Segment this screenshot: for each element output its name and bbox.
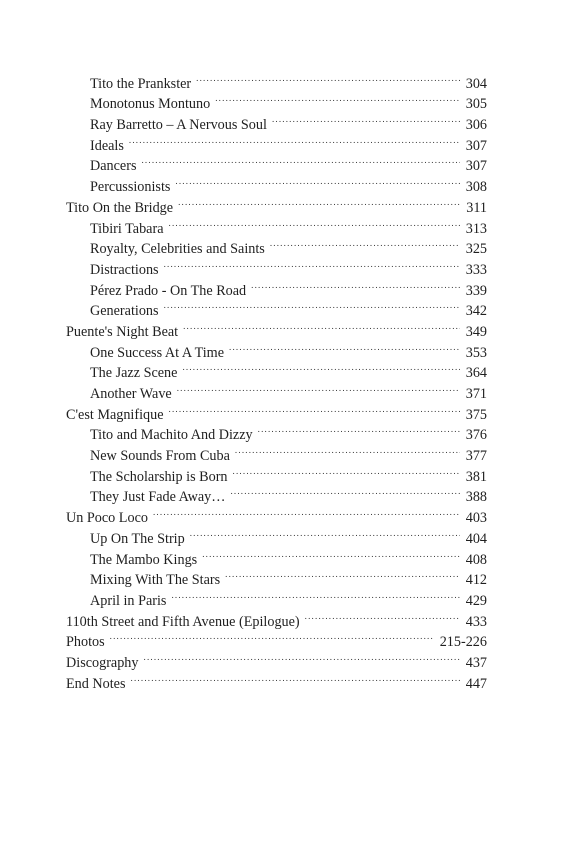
toc-entry-page: 308 [465, 179, 487, 196]
toc-entry-page: 447 [465, 675, 487, 692]
toc-entry-page: 313 [465, 220, 487, 237]
toc-entry-page: 349 [465, 323, 487, 340]
toc-entry-page: 429 [465, 592, 487, 609]
toc-entry-page: 412 [465, 572, 487, 589]
toc-entry-page: 375 [465, 406, 487, 423]
toc-entry-page: 381 [465, 468, 487, 485]
toc-entry-title: Monotonus Montuno [90, 96, 211, 113]
toc-entry-title: Tito and Machito And Dizzy [90, 427, 253, 444]
toc-entry [66, 150, 487, 175]
toc-entry-page: 215-226 [439, 634, 487, 651]
toc-entry-title: 110th Street and Fifth Avenue (Epilogue) [66, 613, 300, 630]
toc-entry-title: Tito the Prankster [90, 75, 192, 92]
toc-entry-page: 353 [465, 344, 487, 361]
dot-leader [215, 88, 460, 109]
dot-leader [182, 357, 459, 378]
toc-entry-title: Tito On the Bridge [66, 199, 174, 216]
dot-leader [230, 481, 459, 502]
toc-chapter [66, 646, 487, 671]
dot-leader [270, 233, 460, 254]
toc-entry-title: Another Wave [90, 386, 172, 402]
dot-leader [131, 667, 460, 688]
toc-entry-title: The Jazz Scene [90, 365, 178, 382]
toc-entry-page: 307 [465, 158, 487, 175]
toc-entry-page: 306 [465, 117, 487, 134]
toc-entry-page: 403 [465, 510, 487, 527]
toc-entry-page: 364 [465, 365, 487, 382]
toc-entry-page: 376 [465, 427, 487, 444]
toc-entry-page: 325 [465, 241, 487, 258]
dot-leader [305, 605, 460, 626]
dot-leader [225, 564, 460, 585]
toc-entry-title: Ideals [90, 137, 124, 154]
toc-entry-title: Dancers [90, 158, 137, 175]
toc-entry-title: Un Poco Loco [66, 510, 148, 527]
toc-entry-title: They Just Fade Away… [90, 489, 226, 506]
toc-entry-page: 371 [465, 386, 487, 402]
toc-entry-title: Photos [66, 634, 105, 651]
toc-chapter [66, 626, 487, 651]
toc-entry-title: Tibiri Tabara [90, 220, 164, 237]
toc-entry-title: Puente's Night Beat [66, 323, 179, 340]
toc-entry-title: End Notes [66, 675, 126, 692]
toc-entry-title: Pérez Prado - On The Road [90, 282, 247, 299]
dot-leader [190, 522, 460, 543]
dot-leader [129, 129, 460, 150]
toc-entry [66, 67, 487, 92]
toc-entry-title: Percussionists [90, 179, 171, 196]
toc-entry-page: 304 [465, 75, 487, 92]
toc-entry-page: 342 [465, 303, 487, 320]
dot-leader [169, 398, 460, 419]
dot-leader [251, 274, 460, 295]
dot-leader [233, 460, 460, 481]
toc-entry-title: C'est Magnifique [66, 406, 164, 423]
toc-entry-title: New Sounds From Cuba [90, 448, 230, 465]
dot-leader [144, 646, 460, 667]
dot-leader [178, 191, 460, 212]
toc-entry-page: 307 [465, 137, 487, 154]
toc-entry-title: The Scholarship is Born [90, 468, 228, 485]
dot-leader [177, 377, 460, 398]
toc-entry-page: 433 [465, 613, 487, 630]
dot-leader [171, 584, 459, 605]
dot-leader [196, 67, 460, 88]
dot-leader [164, 295, 460, 316]
toc-entry-page: 388 [465, 489, 487, 506]
toc-entry-page: 437 [465, 654, 487, 671]
dot-leader [229, 336, 460, 357]
dot-leader [164, 253, 460, 274]
dot-leader [202, 543, 460, 564]
toc-entry-page: 377 [465, 448, 487, 465]
dot-leader [272, 108, 460, 129]
dot-leader [183, 315, 460, 336]
toc-entry-title: One Success At A Time [90, 344, 225, 361]
toc-entry-title: Ray Barretto – A Nervous Soul [90, 117, 267, 134]
toc-entry-title: Mixing With The Stars [90, 572, 221, 589]
dot-leader [169, 212, 460, 233]
toc-entry-title: Generations [90, 303, 159, 320]
toc-entry [66, 129, 487, 154]
toc-entry-title: Royalty, Celebrities and Saints [90, 241, 265, 258]
dot-leader [141, 150, 459, 171]
toc-entry-title: Up On The Strip [90, 530, 185, 547]
dot-leader [235, 439, 460, 460]
table-of-contents [66, 67, 487, 692]
toc-entry-title: The Mambo Kings [90, 551, 198, 568]
toc-entry-page: 404 [465, 530, 487, 547]
toc-entry-page: 333 [465, 261, 487, 278]
toc-entry-page: 305 [465, 96, 487, 113]
toc-entry-page: 311 [466, 199, 487, 216]
toc-entry-title: April in Paris [90, 592, 167, 609]
dot-leader [258, 419, 460, 440]
toc-entry-page: 408 [465, 551, 487, 568]
dot-leader [153, 501, 460, 522]
dot-leader [110, 626, 434, 647]
toc-entry-title: Discography [66, 654, 139, 671]
toc-entry-title: Distractions [90, 261, 159, 278]
dot-leader [175, 170, 459, 191]
toc-entry-page: 339 [465, 282, 487, 299]
